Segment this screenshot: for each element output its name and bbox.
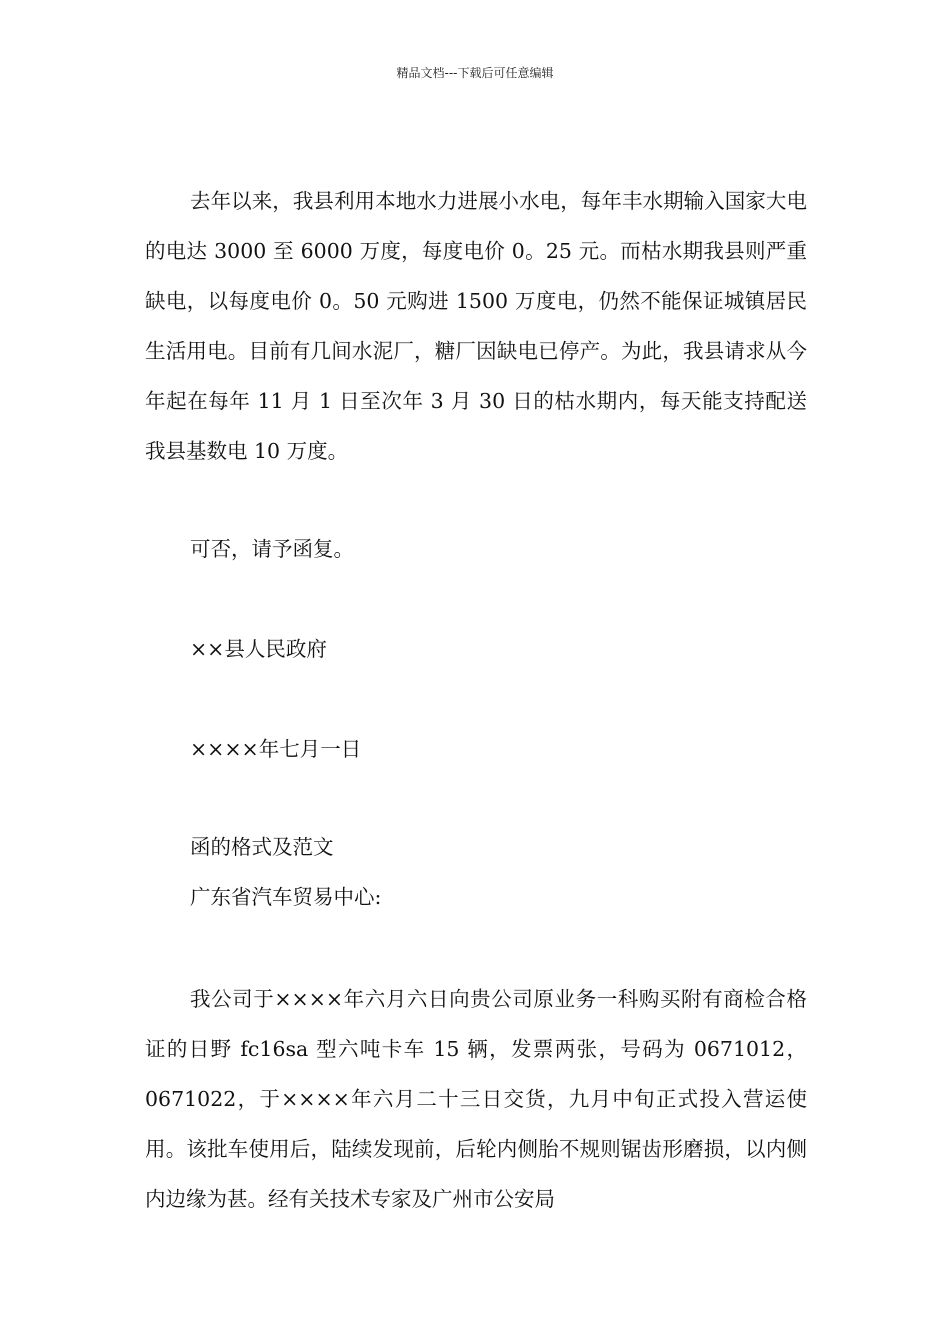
page-header: 精品文档---下载后可任意编辑	[396, 66, 554, 80]
section-title: 函的格式及范文	[190, 835, 334, 859]
paragraph-power-request: 去年以来，我县利用本地水力进展小水电，每年丰水期输入国家大电的电达 3000 至 6000 万度，每度电价 0。25 元。而枯水期我县则严重缺电，以每度电价 0。50 元购进 1500 万度电，仍然不能保证城镇居民生活用电。目前有几间水泥厂，糖厂因缺电已停产。为此，我县请求从今年起在每年 11 月 1 日至次年 3 月 30 日的枯水期内，每天能支持配送我县基数电 10 万度。	[145, 189, 807, 463]
paragraph-truck-complaint: 我公司于××××年六月六日向贵公司原业务一科购买附有商检合格证的日野 fc16sa 型六吨卡车 15 辆，发票两张，号码为 0671012，0671022，于××××年六月二十三日交货，九月中旬正式投入营运使用。该批车使用后，陆续发现前，后轮内侧胎不规则锯齿形磨损，以内侧内边缘为甚。经有关技术专家及广州市公安局	[145, 987, 807, 1211]
paragraph-reply-request: 可否，请予函复。	[190, 537, 354, 561]
letter-addressee: 广东省汽车贸易中心:	[190, 885, 382, 909]
signature-organization: ××县人民政府	[190, 637, 327, 661]
signature-date: ××××年七月一日	[190, 737, 362, 761]
